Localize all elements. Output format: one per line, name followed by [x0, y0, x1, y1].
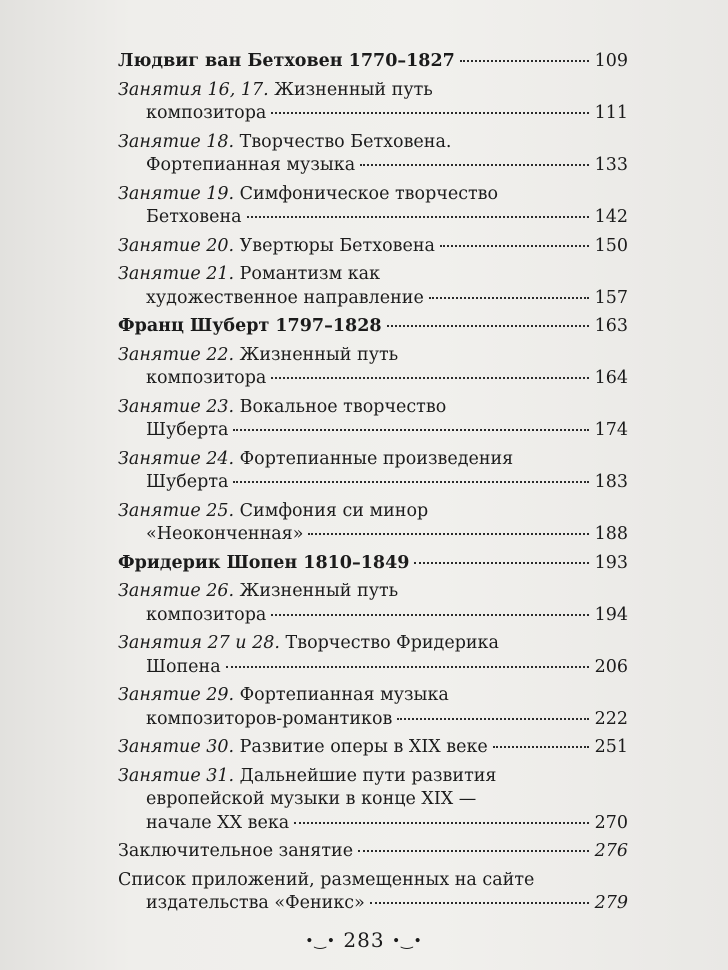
entry-title: Франц Шуберт 1797–1828 — [118, 316, 382, 336]
entry-title: Фортепианная музыка — [239, 685, 449, 705]
dot-leader — [370, 902, 589, 904]
page-ref: 142 — [594, 207, 628, 227]
lesson-label: Занятие 22. — [118, 344, 235, 365]
dot-leader — [233, 481, 589, 483]
toc-line-text — [118, 500, 428, 524]
toc-line — [118, 580, 628, 604]
toc-line-text — [118, 79, 433, 103]
dot-leader — [460, 60, 589, 62]
toc-line — [118, 315, 628, 339]
toc-line-text — [118, 869, 534, 893]
dot-leader — [358, 850, 589, 852]
toc-entry — [118, 235, 628, 259]
page-ref: 193 — [594, 552, 628, 573]
page-ref: 279 — [594, 893, 628, 913]
toc-line-text — [118, 131, 451, 155]
toc-line — [118, 869, 628, 893]
toc-line — [118, 419, 628, 443]
toc-line-text — [146, 656, 221, 680]
toc-line — [118, 708, 628, 732]
entry-title: Развитие оперы в XIX веке — [239, 737, 488, 757]
toc-line-text — [146, 788, 476, 812]
page-ref: 111 — [594, 103, 628, 123]
toc-line — [118, 396, 628, 420]
entry-title: Жизненный путь — [239, 344, 399, 365]
lesson-label: Занятие 30. — [118, 737, 235, 757]
toc-line — [118, 500, 628, 524]
toc-line-text — [118, 840, 353, 864]
ornament-right: •‿• — [391, 933, 423, 950]
page-ref: 206 — [594, 656, 628, 677]
entry-title: Список приложений, размещенных на сайте — [118, 869, 535, 890]
dot-leader — [493, 746, 589, 748]
toc-line — [118, 788, 628, 812]
entry-title: европейской музыки в конце XIX — — [146, 789, 477, 809]
entry-title: Симфоническое творчество — [239, 183, 499, 204]
dot-leader — [397, 718, 589, 720]
page-number-footer — [0, 928, 728, 952]
entry-title: Симфония си минор — [239, 500, 429, 521]
dot-leader — [247, 216, 589, 218]
entry-title: композитора — [146, 604, 267, 625]
toc-line — [118, 206, 628, 230]
dot-leader — [440, 245, 589, 247]
toc-line — [118, 102, 628, 126]
page-ref: 109 — [594, 51, 628, 71]
page-ref: 222 — [594, 708, 628, 729]
toc-line-text — [146, 154, 355, 178]
toc-line-text — [146, 102, 266, 126]
toc-line-text — [118, 183, 498, 207]
toc-line — [118, 684, 628, 708]
entry-title: Жизненный путь — [274, 79, 433, 100]
toc-entry — [118, 263, 628, 310]
toc-entry — [118, 765, 628, 836]
lesson-label: Занятие 29. — [118, 685, 235, 705]
page-ref: 174 — [594, 420, 628, 440]
toc-line-text — [118, 736, 488, 760]
toc-line — [118, 812, 628, 836]
toc-entry — [118, 131, 628, 178]
toc-line — [118, 344, 628, 368]
toc-line-text — [118, 765, 496, 789]
toc-line — [118, 448, 628, 472]
toc-line — [118, 183, 628, 207]
table-of-contents — [118, 50, 628, 921]
toc-line — [118, 840, 628, 864]
entry-title: Шопена — [146, 656, 221, 677]
dot-leader — [271, 377, 589, 379]
toc-entry — [118, 79, 628, 126]
lesson-label: Занятие 25. — [118, 500, 235, 521]
entry-title: Увертюры Бетховена — [239, 235, 435, 256]
dot-leader — [387, 325, 589, 327]
entry-title: Жизненный путь — [239, 581, 399, 601]
toc-line-text — [146, 892, 365, 916]
page-ref: 194 — [594, 604, 628, 625]
toc-line — [118, 79, 628, 103]
toc-section — [118, 315, 628, 339]
entry-title: Фридерик Шопен 1810–1849 — [118, 552, 410, 573]
entry-title: Вокальное творчество — [239, 396, 447, 417]
toc-line-text — [118, 552, 409, 576]
entry-title: Шуберта — [146, 472, 229, 492]
entry-title: композиторов-романтиков — [146, 708, 393, 729]
toc-line — [118, 736, 628, 760]
entry-title: художественное направление — [146, 287, 424, 308]
dot-leader — [414, 562, 589, 564]
dot-leader — [226, 666, 589, 668]
lesson-label: Занятие 21. — [118, 264, 235, 284]
dot-leader — [429, 297, 589, 299]
entry-title: Дальнейшие пути развития — [239, 765, 497, 786]
lesson-label: Занятие 26. — [118, 581, 235, 601]
toc-entry — [118, 632, 628, 679]
toc-entry — [118, 840, 628, 864]
toc-line — [118, 287, 628, 311]
toc-line — [118, 235, 628, 259]
toc-line-text — [118, 684, 449, 708]
entry-title: Творчество Фридерика — [285, 633, 499, 653]
lesson-label: Занятие 31. — [118, 765, 235, 786]
entry-title: Шуберта — [146, 420, 229, 440]
toc-line — [118, 154, 628, 178]
toc-line — [118, 632, 628, 656]
toc-line — [118, 50, 628, 74]
dot-leader — [294, 822, 589, 824]
page-ref: 163 — [594, 316, 628, 336]
toc-line — [118, 367, 628, 391]
toc-line — [118, 765, 628, 789]
toc-entry — [118, 869, 628, 916]
toc-section — [118, 50, 628, 74]
page-ref: 157 — [594, 287, 628, 308]
lesson-label: Занятие 20. — [118, 235, 235, 256]
toc-line — [118, 656, 628, 680]
entry-title: Творчество Бетховена. — [239, 131, 452, 152]
toc-line-text — [118, 50, 455, 74]
toc-entry — [118, 448, 628, 495]
dot-leader — [360, 164, 589, 166]
toc-line-text — [118, 632, 499, 656]
dot-leader — [271, 614, 589, 616]
toc-entry — [118, 500, 628, 547]
entry-title: Фортепианные произведения — [239, 448, 514, 469]
entry-title: Бетховена — [146, 207, 242, 227]
toc-line — [118, 892, 628, 916]
page-ref: 251 — [594, 737, 628, 757]
entry-title: Романтизм как — [239, 264, 381, 284]
toc-entry — [118, 344, 628, 391]
toc-line-text — [146, 708, 392, 732]
toc-line-text — [118, 315, 382, 339]
toc-line — [118, 552, 628, 576]
toc-line — [118, 131, 628, 155]
toc-entry — [118, 684, 628, 731]
toc-section — [118, 552, 628, 576]
entry-title: «Неоконченная» — [146, 524, 304, 544]
toc-line-text — [118, 448, 513, 472]
toc-line-text — [118, 344, 398, 368]
entry-title: композитора — [146, 368, 267, 388]
toc-line-text — [146, 367, 266, 391]
toc-line-text — [146, 604, 266, 628]
lesson-label: Занятие 24. — [118, 448, 235, 469]
entry-title: Фортепианная музыка — [146, 155, 356, 175]
toc-entry — [118, 396, 628, 443]
lesson-label: Занятие 23. — [118, 396, 235, 417]
toc-line-text — [146, 471, 228, 495]
toc-line — [118, 263, 628, 287]
toc-line-text — [146, 206, 242, 230]
lesson-label: Занятия 16, 17. — [118, 79, 269, 100]
toc-entry — [118, 580, 628, 627]
entry-title: Заключительное занятие — [118, 841, 354, 861]
lesson-label: Занятия 27 и 28. — [118, 633, 280, 653]
page-number: 283 — [343, 928, 385, 952]
toc-line-text — [146, 812, 289, 836]
toc-line-text — [118, 396, 446, 420]
dot-leader — [271, 112, 589, 114]
entry-title: начале XX века — [146, 812, 290, 833]
page-ref: 188 — [594, 524, 628, 544]
toc-entry — [118, 736, 628, 760]
page-ref: 183 — [594, 472, 628, 492]
entry-title: Людвиг ван Бетховен 1770–1827 — [118, 51, 455, 71]
toc-line-text — [118, 235, 435, 259]
toc-line-text — [146, 419, 228, 443]
ornament-left: •‿• — [305, 933, 337, 950]
toc-line — [118, 471, 628, 495]
lesson-label: Занятие 19. — [118, 183, 235, 204]
toc-line — [118, 604, 628, 628]
entry-title: издательства «Феникс» — [146, 893, 365, 913]
entry-title: композитора — [146, 103, 267, 123]
page-ref: 276 — [594, 841, 628, 861]
toc-entry — [118, 183, 628, 230]
page-ref: 150 — [594, 235, 628, 256]
dot-leader — [233, 429, 589, 431]
toc-line-text — [146, 523, 303, 547]
toc-line-text — [146, 287, 424, 311]
page-ref: 270 — [594, 812, 628, 833]
page-ref: 133 — [594, 155, 628, 175]
toc-line-text — [118, 580, 398, 604]
lesson-label: Занятие 18. — [118, 131, 235, 152]
toc-line-text — [118, 263, 380, 287]
toc-line — [118, 523, 628, 547]
page-ref: 164 — [594, 368, 628, 388]
dot-leader — [308, 533, 589, 535]
